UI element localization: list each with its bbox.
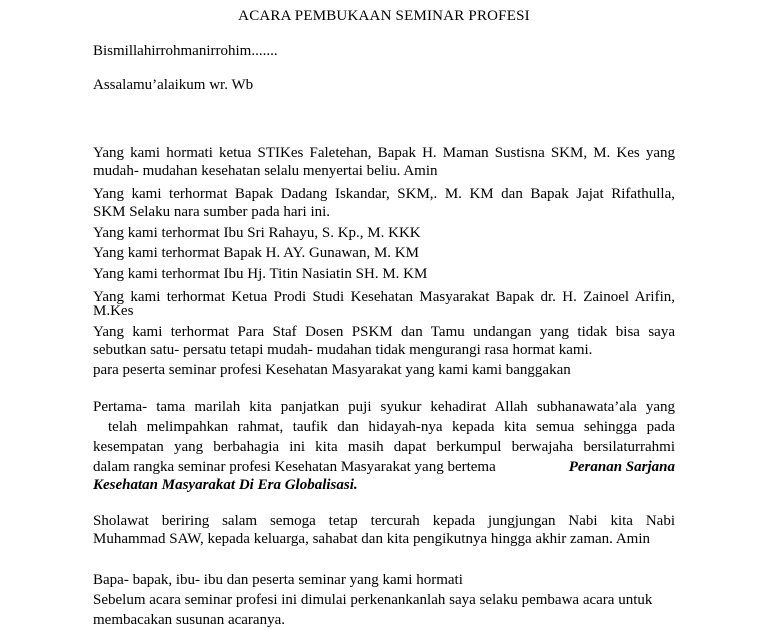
greeting-2-line2: SKM Selaku nara sumber pada hari ini. <box>93 204 331 220</box>
para2-line1: Sholawat beriring salam semoga tetap tercurah kepada jungjungan Nabi kita Nabi <box>93 513 675 529</box>
greeting-8: para peserta seminar profesi Kesehatan Masyarakat yang kami kami banggakan <box>93 362 571 378</box>
greeting-1-line1: Yang kami hormati ketua STIKes Faletehan, Bapak H. Maman Sustisna SKM, M. Kes yang <box>93 145 675 161</box>
greeting-6-line1: Yang kami terhormat Ketua Prodi Studi Kesehatan Masyarakat Bapak dr. H. Zainoel Arifin, <box>93 289 675 305</box>
greeting-7-line2: sebutkan satu- persatu tetapi mudah- mudahan tidak mengurangi rasa hormat kami. <box>93 342 593 358</box>
salam-line: Assalamu’alaikum wr. Wb <box>93 77 254 93</box>
para3-line2: Sebelum acara seminar profesi ini dimulai perkenankanlah saya selaku pembawa acara untuk <box>93 592 653 608</box>
greeting-3: Yang kami terhormat Ibu Sri Rahayu, S. Kp., M. KKK <box>93 225 421 241</box>
greeting-4: Yang kami terhormat Bapak H. AY. Gunawan, M. KM <box>93 245 419 261</box>
greeting-1-line2: mudah- mudahan kesehatan selalu menyertai beliu. Amin <box>93 163 438 179</box>
para1-line3: kesempatan yang berbahagia ini kita masih dapat berkumpul berwajaha bersilaturrahmi <box>93 439 675 455</box>
greeting-5: Yang kami terhormat Ibu Hj. Titin Nasiatin SH. M. KM <box>93 266 428 282</box>
para2-line2: Muhammad SAW, kepada keluarga, sahabat dan kita pengikutnya hingga akhir zaman. Amin <box>93 531 650 547</box>
greeting-6-line2: M.Kes <box>93 303 134 319</box>
para1-theme-part1: Peranan Sarjana <box>568 459 675 475</box>
greeting-7-line1: Yang kami terhormat Para Staf Dosen PSKM dan Tamu undangan yang tidak bisa saya <box>93 324 675 340</box>
para1-line4-text: dalam rangka seminar profesi Kesehatan Masyarakat yang bertema <box>93 459 496 475</box>
para1-line4 <box>93 457 675 477</box>
opening-line: Bismillahirrohmanirrohim....... <box>93 43 278 59</box>
document-title: ACARA PEMBUKAAN SEMINAR PROFESI <box>238 8 530 24</box>
para3-line3: membacakan susunan acaranya. <box>93 612 285 628</box>
greeting-2-line1: Yang kami terhormat Bapak Dadang Iskandar, SKM,. M. KM dan Bapak Jajat Rifathulla, <box>93 186 675 202</box>
para3-line1: Bapa- bapak, ibu- ibu dan peserta seminar yang kami hormati <box>93 572 463 588</box>
para1-line1: Pertama- tama marilah kita panjatkan puji syukur kehadirat Allah subhanawata’ala yang <box>93 399 675 415</box>
para1-theme-part2: Kesehatan Masyarakat Di Era Globalisasi. <box>93 477 358 493</box>
para1-line2: telah melimpahkan rahmat, taufik dan hidayah-nya kepada kita semua sehingga pada <box>108 419 675 435</box>
